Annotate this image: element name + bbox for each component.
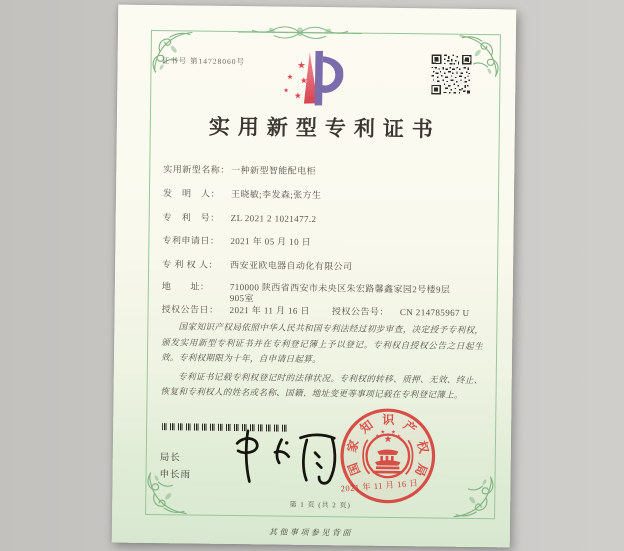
seal-char: 知 — [357, 417, 376, 437]
field-label: 专 利 号： — [162, 212, 220, 223]
svg-text:★: ★ — [286, 72, 294, 82]
field-label: 专利申请日： — [162, 235, 220, 246]
certificate-title: 实用新型专利证书 — [208, 114, 441, 142]
top-border-ornament — [238, 23, 362, 43]
commissioner-title: 局长 — [159, 453, 181, 464]
svg-text:★: ★ — [283, 86, 289, 95]
legal-paragraph-2: 专利证书记载专利权登记时的法律状况。专利权的转移、质押、无效、终止、恢复和专利权人的姓名或名称、国籍、地址变更等事项记载在专利登记簿上。 — [160, 370, 483, 400]
certificate-paper — [112, 5, 517, 548]
field-label: 实用新型名称： — [163, 164, 230, 175]
commissioner-block — [159, 450, 191, 484]
patent-office-logo-icon — [279, 47, 344, 112]
commissioner-name: 申长雨 — [159, 470, 192, 481]
field-address — [162, 281, 487, 307]
field-utility-model-name — [163, 164, 488, 179]
field-value: ZL 2021 2 1021477.2 — [230, 212, 317, 225]
svg-text:★: ★ — [374, 433, 380, 440]
field-label: 发 明 人： — [162, 188, 221, 199]
page-indicator: 第 1 页 (共 2 页) — [289, 500, 351, 510]
field-patent-number — [163, 212, 488, 227]
corner-ornament-top-left — [149, 29, 194, 74]
legal-paragraph-1: 国家知识产权局依照中华人民共和国专利法经过初步审查，决定授予专利权，颁发实用新型专利证书并在专利登记簿上予以登记。专利权自授权公告之日起生效。专利权期限为十年，自申请日起算。 — [160, 321, 484, 365]
seal-char: 家 — [344, 438, 362, 454]
svg-text:★: ★ — [300, 76, 308, 87]
footer-note: 其他事项参见背面 — [268, 527, 353, 538]
seal-char: 局 — [412, 461, 430, 479]
field-label: 地 址： — [161, 281, 210, 292]
seal-date: 2021 年 11 月 16 日 — [340, 477, 419, 494]
grant-number-label: 授权公告号： — [331, 306, 389, 317]
legal-text — [160, 319, 483, 406]
seal-char: 产 — [400, 418, 419, 437]
svg-text:★: ★ — [380, 429, 386, 436]
field-patentee — [162, 259, 487, 274]
field-value: 王晓敏;李发森;张方生 — [230, 188, 322, 201]
svg-text:★: ★ — [383, 434, 393, 446]
field-label: 专 利 权 人： — [162, 259, 218, 270]
svg-text:★: ★ — [297, 60, 306, 72]
certificate-number: 证书号 第14728060号 — [161, 56, 246, 67]
field-value: 710000 陕西省西安市未央区朱宏路馨鑫家园2号楼9层905室 — [229, 281, 451, 304]
svg-text:★: ★ — [293, 91, 302, 102]
svg-text:★: ★ — [396, 433, 402, 440]
field-value: 2021 年 05 月 10 日 — [230, 235, 312, 247]
commissioner-signature — [232, 426, 349, 489]
certificate-fields — [161, 164, 488, 318]
certificate-frame — [145, 30, 501, 519]
field-filing-date — [162, 235, 487, 250]
grant-number-value: CN 214785967 U — [399, 307, 470, 318]
field-inventors — [163, 188, 488, 203]
svg-text:★: ★ — [390, 429, 396, 436]
seal-char: 识 — [382, 412, 395, 428]
field-value: 一种新型智能配电柜 — [231, 164, 316, 177]
field-value: 西安亚欧电器自动化有限公司 — [230, 259, 353, 272]
grant-date-value: 2021 年 11 月 16 日 — [229, 304, 310, 316]
qr-code — [431, 54, 471, 94]
seal-char: 权 — [414, 439, 431, 455]
seal-char: 国 — [345, 460, 364, 478]
grant-date-label: 授权公告日： — [161, 304, 219, 315]
